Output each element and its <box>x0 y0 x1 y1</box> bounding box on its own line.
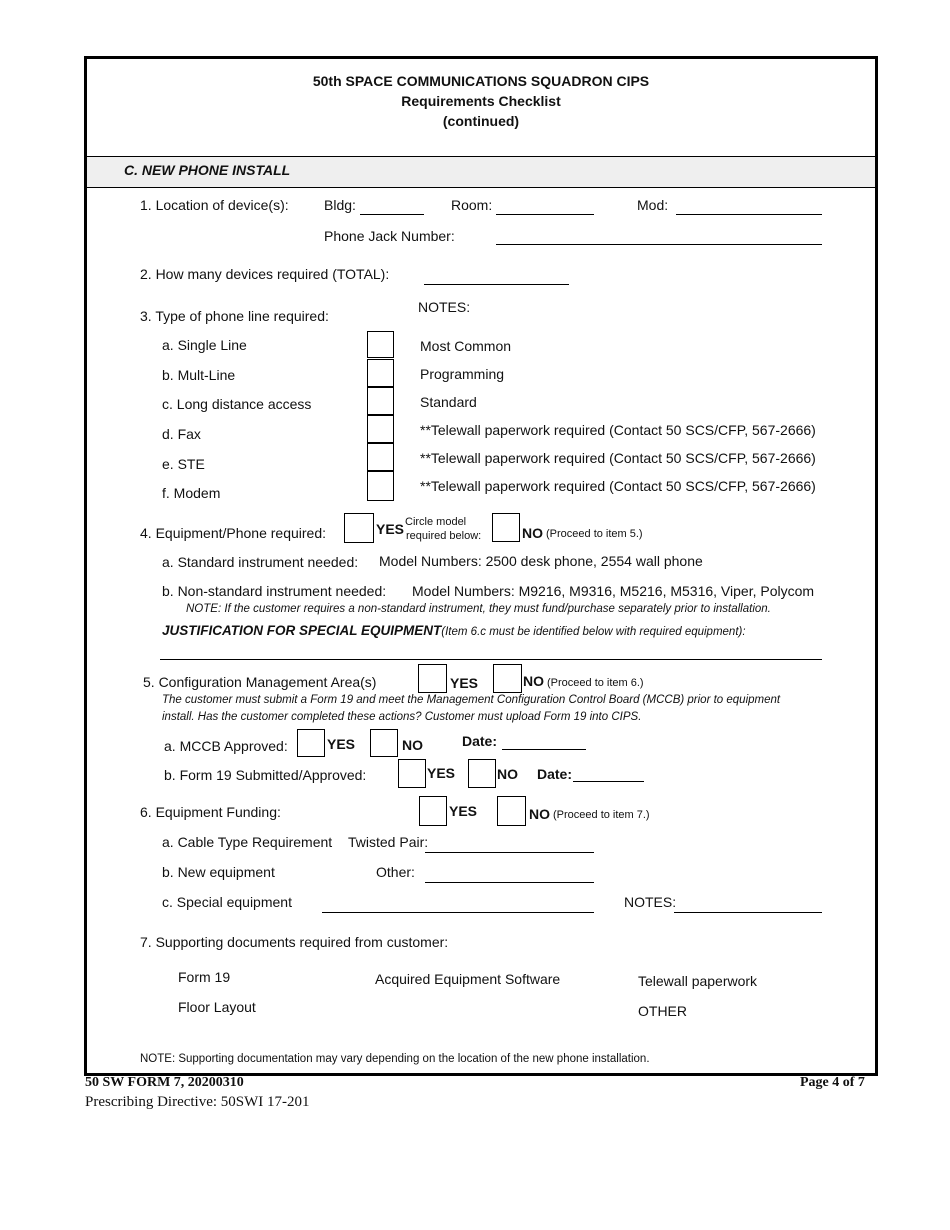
doc-acquired-software: Acquired Equipment Software <box>375 971 561 987</box>
doc-floor-layout: Floor Layout <box>178 999 256 1015</box>
modem-checkbox[interactable] <box>367 471 394 501</box>
cable-type-label: a. Cable Type Requirement <box>162 834 333 850</box>
justification-title: JUSTIFICATION FOR SPECIAL EQUIPMENT <box>162 623 442 638</box>
line-type-note: Standard <box>420 394 477 410</box>
funding-yes-label: YES <box>449 803 478 819</box>
line-type-label: b. Mult-Line <box>162 367 236 383</box>
equipment-no-checkbox[interactable] <box>492 513 520 542</box>
form19-date-field[interactable] <box>573 781 644 782</box>
circle-model-text: Circle model <box>405 516 467 528</box>
justification-field[interactable] <box>160 659 822 660</box>
form19-date-label: Date: <box>537 766 573 782</box>
line-type-note: **Telewall paperwork required (Contact 50 SCS/CFP, 567-2666) <box>420 450 816 466</box>
cma-no-note: (Proceed to item 6.) <box>547 677 644 689</box>
doc-other: OTHER <box>638 1003 687 1019</box>
required-below-text: required below: <box>406 530 482 542</box>
mccb-yes-label: YES <box>327 736 356 752</box>
item6-label: 6. Equipment Funding: <box>140 804 281 820</box>
equipment-yes-label: YES <box>376 521 405 537</box>
form19-yes-label: YES <box>427 765 456 781</box>
device-count-field[interactable] <box>424 284 569 285</box>
standard-instrument-label: a. Standard instrument needed: <box>162 554 359 570</box>
line-type-note: **Telewall paperwork required (Contact 50 SCS/CFP, 567-2666) <box>420 478 816 494</box>
cma-yes-label: YES <box>450 675 479 691</box>
line-type-label: f. Modem <box>162 485 221 501</box>
equipment-no-note: (Proceed to item 5.) <box>546 528 643 540</box>
form19-no-label: NO <box>497 766 518 782</box>
twisted-pair-field[interactable] <box>425 852 594 853</box>
multi-line-checkbox[interactable] <box>367 359 394 387</box>
nonstandard-instrument-label: b. Non-standard instrument needed: <box>162 583 387 599</box>
mod-field[interactable] <box>676 214 822 215</box>
line-type-label: a. Single Line <box>162 337 247 353</box>
justification-note: (Item 6.c must be identified below with required equipment): <box>441 626 746 638</box>
item6-notes-field[interactable] <box>674 912 822 913</box>
twisted-pair-label: Twisted Pair: <box>348 834 429 850</box>
other-field[interactable] <box>425 882 594 883</box>
nonstandard-models: Model Numbers: M9216, M9316, M5216, M5316, Viper, Polycom <box>412 583 815 599</box>
cma-yes-checkbox[interactable] <box>418 664 447 693</box>
line-type-note: **Telewall paperwork required (Contact 50 SCS/CFP, 567-2666) <box>420 422 816 438</box>
item7-label: 7. Supporting documents required from customer: <box>140 934 449 950</box>
item2-label: 2. How many devices required (TOTAL): <box>140 266 390 282</box>
cma-description-1: The customer must submit a Form 19 and meet the Management Configuration Control Board (MCCB) prior to equipment <box>162 694 781 706</box>
special-equipment-label: c. Special equipment <box>162 894 292 910</box>
funding-no-label: NO <box>529 806 550 822</box>
form19-no-checkbox[interactable] <box>468 759 496 788</box>
funding-no-note: (Proceed to item 7.) <box>553 809 650 821</box>
form19-yes-checkbox[interactable] <box>398 759 426 788</box>
form-number: 50 SW FORM 7, 20200310 <box>85 1075 244 1090</box>
cma-no-label: NO <box>523 673 544 689</box>
phone-jack-field[interactable] <box>496 244 822 245</box>
phone-jack-label: Phone Jack Number: <box>324 228 455 244</box>
doc-form19: Form 19 <box>178 969 231 985</box>
line-type-note: Programming <box>420 366 505 382</box>
room-field[interactable] <box>496 214 594 215</box>
equipment-no-label: NO <box>522 525 543 541</box>
form-continued: (continued) <box>442 113 520 129</box>
bldg-field[interactable] <box>360 214 424 215</box>
section-title: C. NEW PHONE INSTALL <box>124 162 291 178</box>
doc-telewall: Telewall paperwork <box>638 973 758 989</box>
mccb-approved-label: a. MCCB Approved: <box>164 738 288 754</box>
fax-checkbox[interactable] <box>367 415 394 443</box>
mccb-date-label: Date: <box>462 733 498 749</box>
item4-label: 4. Equipment/Phone required: <box>140 525 327 541</box>
item3-notes-label: NOTES: <box>418 299 471 315</box>
cma-description-2: install. Has the customer completed these actions? Customer must upload Form 19 into CIPS. <box>162 711 642 723</box>
mod-label: Mod: <box>637 197 669 213</box>
new-equipment-label: b. New equipment <box>162 864 275 880</box>
form-title: 50th SPACE COMMUNICATIONS SQUADRON CIPS <box>312 73 650 89</box>
prescribing-directive: Prescribing Directive: 50SWI 17-201 <box>85 1094 310 1110</box>
mccb-no-checkbox[interactable] <box>370 729 398 757</box>
item1-label: 1. Location of device(s): <box>140 197 289 213</box>
ste-checkbox[interactable] <box>367 443 394 471</box>
item3-label: 3. Type of phone line required: <box>140 308 329 324</box>
form19-label: b. Form 19 Submitted/Approved: <box>164 767 367 783</box>
funding-no-checkbox[interactable] <box>497 796 526 826</box>
standard-models: Model Numbers: 2500 desk phone, 2554 wall phone <box>379 553 703 569</box>
bldg-label: Bldg: <box>324 197 356 213</box>
long-distance-checkbox[interactable] <box>367 387 394 415</box>
funding-yes-checkbox[interactable] <box>419 796 447 826</box>
special-equipment-field[interactable] <box>322 912 594 913</box>
line-type-label: d. Fax <box>162 426 201 442</box>
room-label: Room: <box>451 197 493 213</box>
page-number: Page 4 of 7 <box>800 1075 865 1090</box>
mccb-date-field[interactable] <box>502 749 586 750</box>
line-type-label: c. Long distance access <box>162 396 312 412</box>
cma-no-checkbox[interactable] <box>493 664 522 693</box>
mccb-yes-checkbox[interactable] <box>297 729 325 757</box>
item5-label: 5. Configuration Management Area(s) <box>143 674 377 690</box>
equipment-yes-checkbox[interactable] <box>344 513 374 543</box>
nonstandard-note: NOTE: If the customer requires a non-standard instrument, they must fund/purchase separately prior to installation. <box>186 603 771 615</box>
line-type-label: e. STE <box>162 456 205 472</box>
single-line-checkbox[interactable] <box>367 331 394 358</box>
other-label: Other: <box>376 864 415 880</box>
bottom-note: NOTE: Supporting documentation may vary depending on the location of the new phone installation. <box>140 1053 650 1065</box>
form-subtitle: Requirements Checklist <box>401 93 561 109</box>
mccb-no-label: NO <box>402 737 423 753</box>
item6-notes-label: NOTES: <box>624 894 677 910</box>
line-type-note: Most Common <box>420 338 512 354</box>
